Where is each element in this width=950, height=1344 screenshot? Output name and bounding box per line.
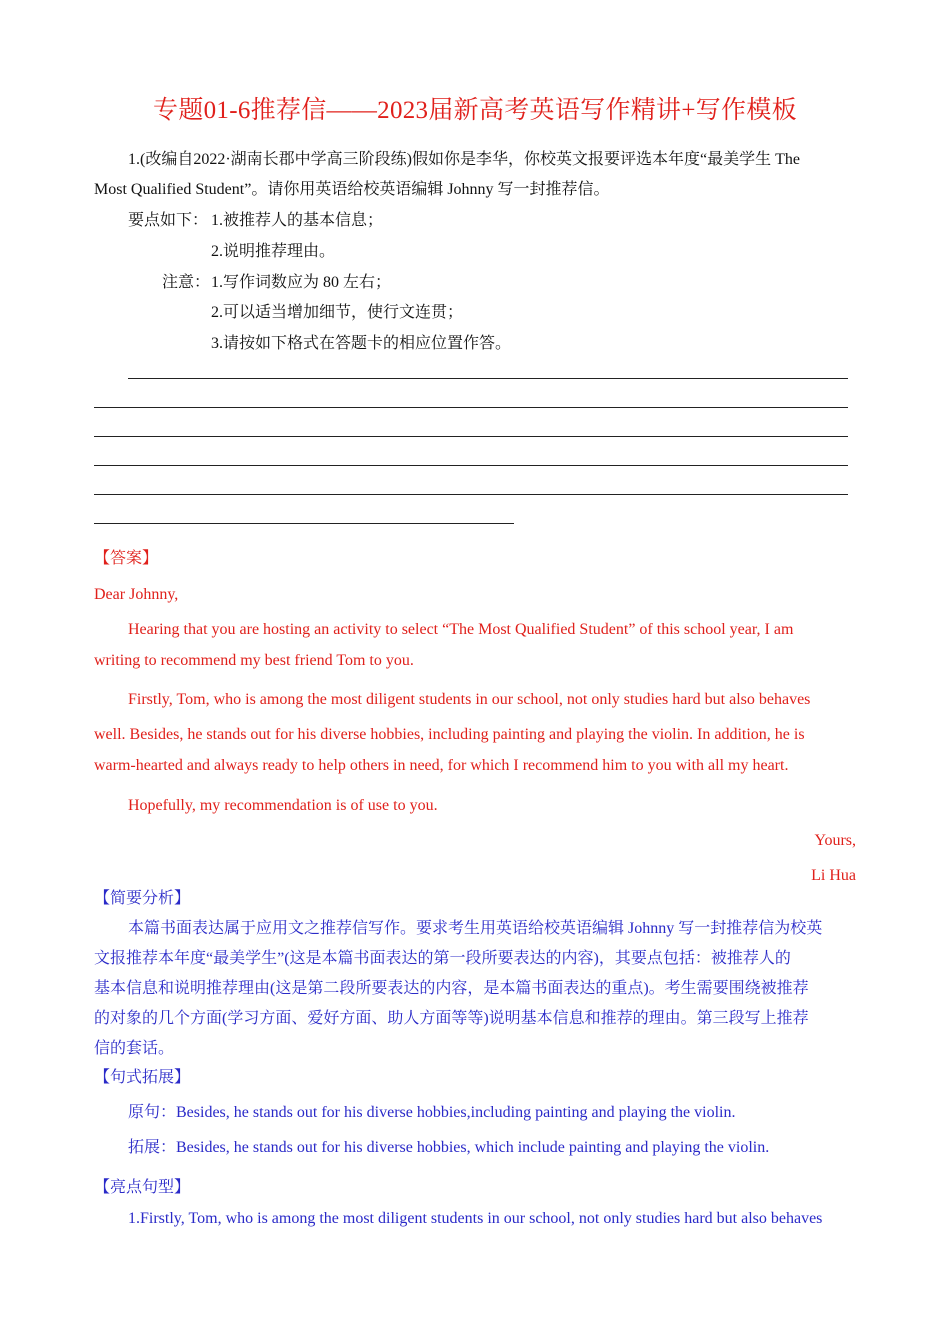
task-intro-line-2: Most Qualified Student”。请你用英语给校英语编辑 Johnny 写一封推荐信。 — [94, 181, 610, 198]
task-note-3: 3.请按如下格式在答题卡的相应位置作答。 — [211, 335, 512, 352]
letter-salutation: Dear Johnny, — [94, 586, 179, 603]
task-note-1: 1.写作词数应为 80 左右； — [211, 274, 392, 291]
answer-label: 【答案】 — [94, 550, 159, 567]
task-intro-line-1: 1.(改编自2022·湖南长郡中学高三阶段练)假如你是李华，你校英文报要评选本年度“最美学生 The — [128, 151, 800, 168]
page-title: 专题01-6推荐信——2023届新高考英语写作精讲+写作模板 — [153, 97, 797, 124]
answer-blank-line — [128, 378, 848, 379]
expansion-original: 原句：Besides, he stands out for his diverse hobbies,including painting and playing the violin. — [128, 1104, 736, 1121]
letter-closing: Yours, — [814, 832, 856, 849]
task-point-2: 2.说明推荐理由。 — [211, 243, 336, 260]
analysis-label: 【简要分析】 — [94, 890, 191, 907]
letter-p1-line-1: Hearing that you are hosting an activity to select “The Most Qualified Student” of this school year, I am — [128, 621, 794, 638]
answer-blank-line — [94, 436, 848, 437]
analysis-line-5: 信的套话。 — [94, 1040, 175, 1057]
task-points-label: 要点如下： — [128, 212, 209, 229]
highlights-label: 【亮点句型】 — [94, 1179, 191, 1196]
analysis-line-2: 文报推荐本年度“最美学生”(这是本篇书面表达的第一段所要表达的内容)，其要点包括：被推荐人的 — [94, 950, 791, 967]
letter-p2-line-1: Firstly, Tom, who is among the most diligent students in our school, not only studies hard but also behaves — [128, 691, 811, 708]
task-point-1: 1.被推荐人的基本信息； — [211, 212, 384, 229]
answer-blank-line — [94, 465, 848, 466]
letter-p2-line-2: well. Besides, he stands out for his diverse hobbies, including painting and playing the violin. In addition, he is — [94, 726, 805, 743]
analysis-line-4: 的对象的几个方面(学习方面、爱好方面、助人方面等等)说明基本信息和推荐的理由。第三段写上推荐 — [94, 1010, 809, 1027]
task-note-2: 2.可以适当增加细节，使行文连贯； — [211, 304, 464, 321]
task-notes-label: 注意： — [162, 274, 211, 291]
answer-blank-line — [94, 523, 514, 524]
letter-p3-line-1: Hopefully, my recommendation is of use to you. — [128, 797, 438, 814]
analysis-line-1: 本篇书面表达属于应用文之推荐信写作。要求考生用英语给校英语编辑 Johnny 写一封推荐信为校英 — [128, 920, 823, 937]
analysis-line-3: 基本信息和说明推荐理由(这是第二段所要表达的内容，是本篇书面表达的重点)。考生需要围绕被推荐 — [94, 980, 809, 997]
expansion-label: 【句式拓展】 — [94, 1069, 191, 1086]
expansion-extended: 拓展：Besides, he stands out for his diverse hobbies, which include painting and playing the violin. — [128, 1139, 770, 1156]
answer-blank-line — [94, 407, 848, 408]
letter-p1-line-2: writing to recommend my best friend Tom to you. — [94, 652, 414, 669]
letter-p2-line-3: warm-hearted and always ready to help others in need, for which I recommend him to you with all my heart. — [94, 757, 789, 774]
highlights-line-1: 1.Firstly, Tom, who is among the most diligent students in our school, not only studies hard but also behaves — [128, 1210, 823, 1227]
answer-blank-line — [94, 494, 848, 495]
letter-signature: Li Hua — [811, 867, 856, 884]
